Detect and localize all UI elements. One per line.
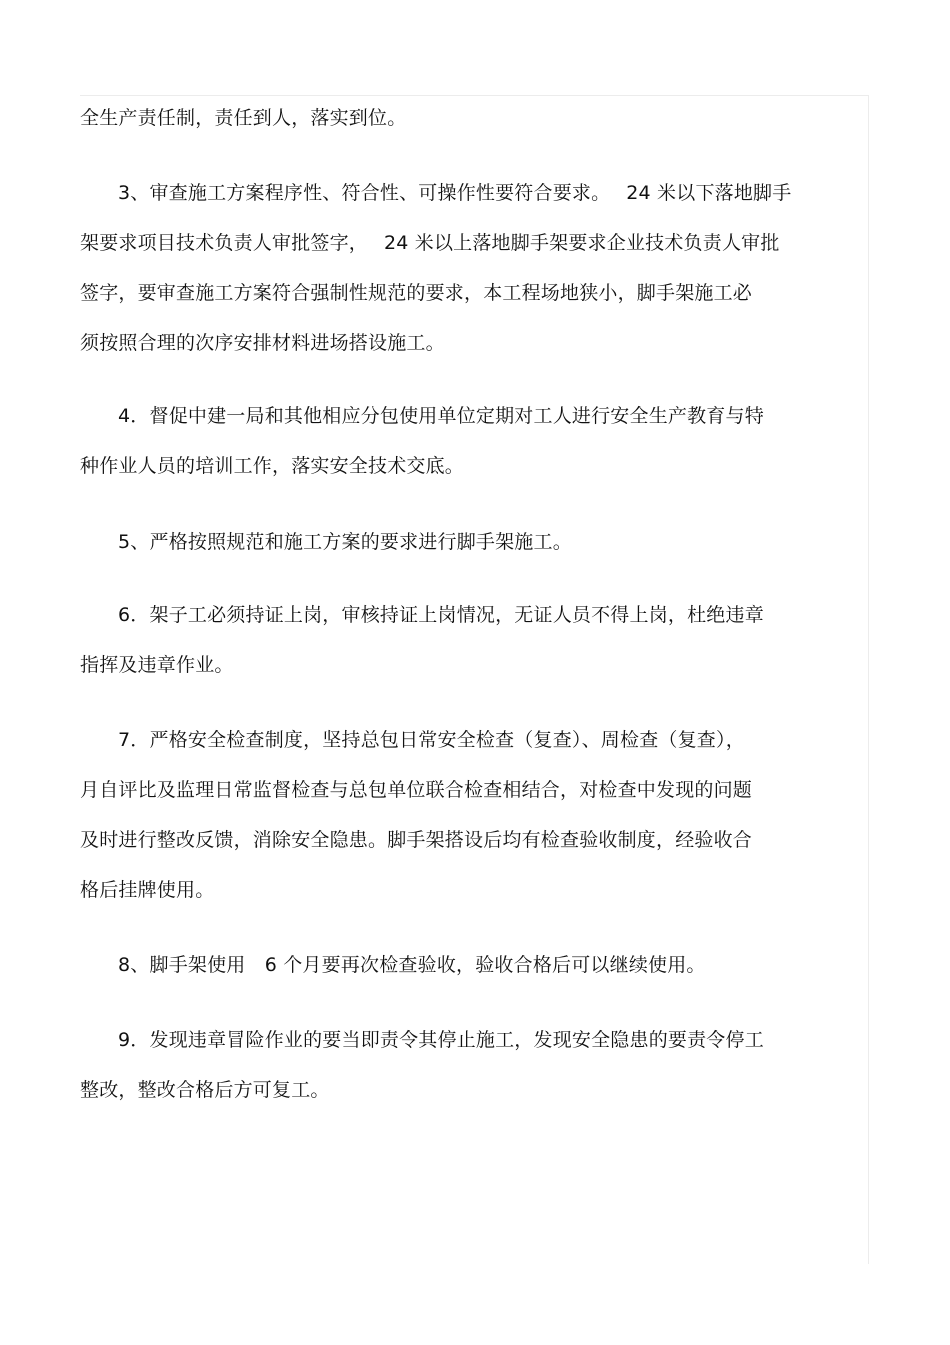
text-line: 全生产责任制，责任到人，落实到位。 (80, 107, 407, 129)
text-line: 格后挂牌使用。 (80, 879, 215, 901)
text-line: 5、严格按照规范和施工方案的要求进行脚手架施工。 (118, 531, 572, 553)
text-line: 9．发现违章冒险作业的要当即责令其停止施工，发现安全隐患的要责令停工 (118, 1029, 764, 1051)
text-line: 架要求项目技术负责人审批签字， 24 米以上落地脚手架要求企业技术负责人审批 (80, 232, 780, 254)
text-line: 签字，要审查施工方案符合强制性规范的要求，本工程场地狭小，脚手架施工必 (80, 282, 753, 304)
text-line: 6．架子工必须持证上岗，审核持证上岗情况，无证人员不得上岗，杜绝违章 (118, 604, 764, 626)
text-line: 须按照合理的次序安排材料进场搭设施工。 (80, 332, 445, 354)
text-line: 月自评比及监理日常监督检查与总包单位联合检查相结合，对检查中发现的问题 (80, 779, 753, 801)
text-line: 种作业人员的培训工作，落实安全技术交底。 (80, 455, 465, 477)
text-line: 3、审查施工方案程序性、符合性、可操作性要符合要求。 24 米以下落地脚手 (118, 182, 792, 204)
text-line: 指挥及违章作业。 (80, 654, 234, 676)
text-line: 及时进行整改反馈，消除安全隐患。脚手架搭设后均有检查验收制度，经验收合 (80, 829, 753, 851)
text-line: 8、脚手架使用 6 个月要再次检查验收，验收合格后可以继续使用。 (118, 954, 706, 976)
text-line: 整改，整改合格后方可复工。 (80, 1079, 330, 1101)
text-line: 4．督促中建一局和其他相应分包使用单位定期对工人进行安全生产教育与特 (118, 405, 764, 427)
text-line: 7．严格安全检查制度，坚持总包日常安全检查（复查）、周检查（复查）， (118, 729, 745, 751)
